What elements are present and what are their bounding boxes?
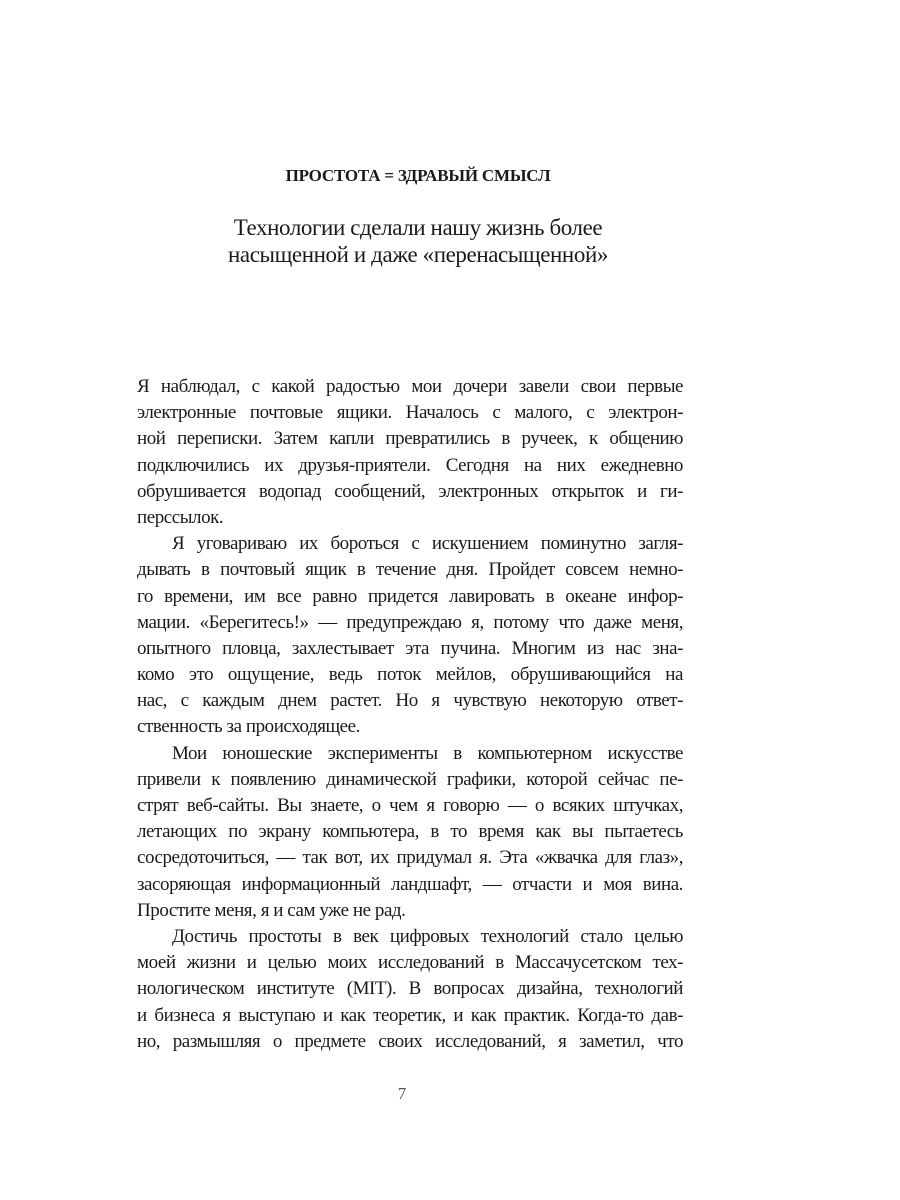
text-line: Я наблюдал, с какой радостью мои дочери завели свои первые [137,376,683,397]
page-number: 7 [397,1084,407,1103]
text-line: Я уговариваю их бороться с искушением поминутно загля- [172,533,683,555]
text-line: дывать в почтовый ящик в течение дня. Пройдет совсем немно- [137,559,683,581]
text-line: опытного пловца, захлестывает эта пучина. Многим из нас зна- [137,637,683,659]
text-line: Простите меня, я и сам уже не рад. [137,899,406,921]
paragraph [137,741,683,924]
text-line: обрушивается водопад сообщений, электронных открыток и ги- [137,480,683,502]
text-line: ной переписки. Затем капли превратились в ручеек, к общению [137,428,683,450]
text-line: моей жизни и целью моих исследований в Массачусетском тех- [137,952,683,974]
text-line: электронные почтовые ящики. Началось с малого, с электрон- [137,402,683,424]
text-line: нас, с каждым днем растет. Но я чувствую некоторую ответ- [137,690,683,712]
text-line: подключились их друзья-приятели. Сегодня на них ежедневно [137,454,683,476]
subtitle-line: Технологии сделали нашу жизнь более [233,215,603,240]
text-line: привели к появлению динамической графики, которой сейчас пе- [137,768,683,790]
text-line: го времени, им все равно придется лавировать в океане инфор- [137,585,683,607]
subtitle-line: насыщенной и даже «перенасыщенной» [228,242,608,267]
text-line: ственность за происходящее. [137,716,360,738]
text-line: перссылок. [137,506,224,528]
text-line: комо это ощущение, ведь поток мейлов, обрушивающийся на [137,664,683,686]
paragraph [137,374,683,531]
text-line: летающих по экрану компьютера, в то время как вы пытаетесь [137,821,683,843]
chapter-subtitle [0,214,836,268]
text-line: сосредоточиться, — так вот, их придумал я. Эта «жвачка для глаз», [137,847,683,869]
text-line: мации. «Берегитесь!» — предупреждаю я, потому что даже меня, [137,611,683,633]
text-line: но, размышляя о предмете своих исследований, я заметил, что [137,1030,683,1052]
text-line: Достичь простоты в век цифровых технологий стало целью [172,925,683,947]
text-line: нологическом институте (MIT). В вопросах дизайна, технологий [137,978,683,1000]
text-line: и бизнеса я выступаю и как теоретик, и как практик. Когда-то дав- [137,1004,683,1026]
paragraph [137,924,683,1055]
text-line: стрят веб-сайты. Вы знаете, о чем я говорю — о всяких штучках, [137,795,683,816]
text-line: засоряющая информационный ландшафт, — отчасти и моя вина. [137,873,683,895]
chapter-heading: ПРОСТОТА = ЗДРАВЫЙ СМЫСЛ [285,166,551,185]
text-line: Мои юношеские эксперименты в компьютерном искусстве [172,742,683,764]
paragraph [137,531,683,741]
body-text [137,374,683,1055]
